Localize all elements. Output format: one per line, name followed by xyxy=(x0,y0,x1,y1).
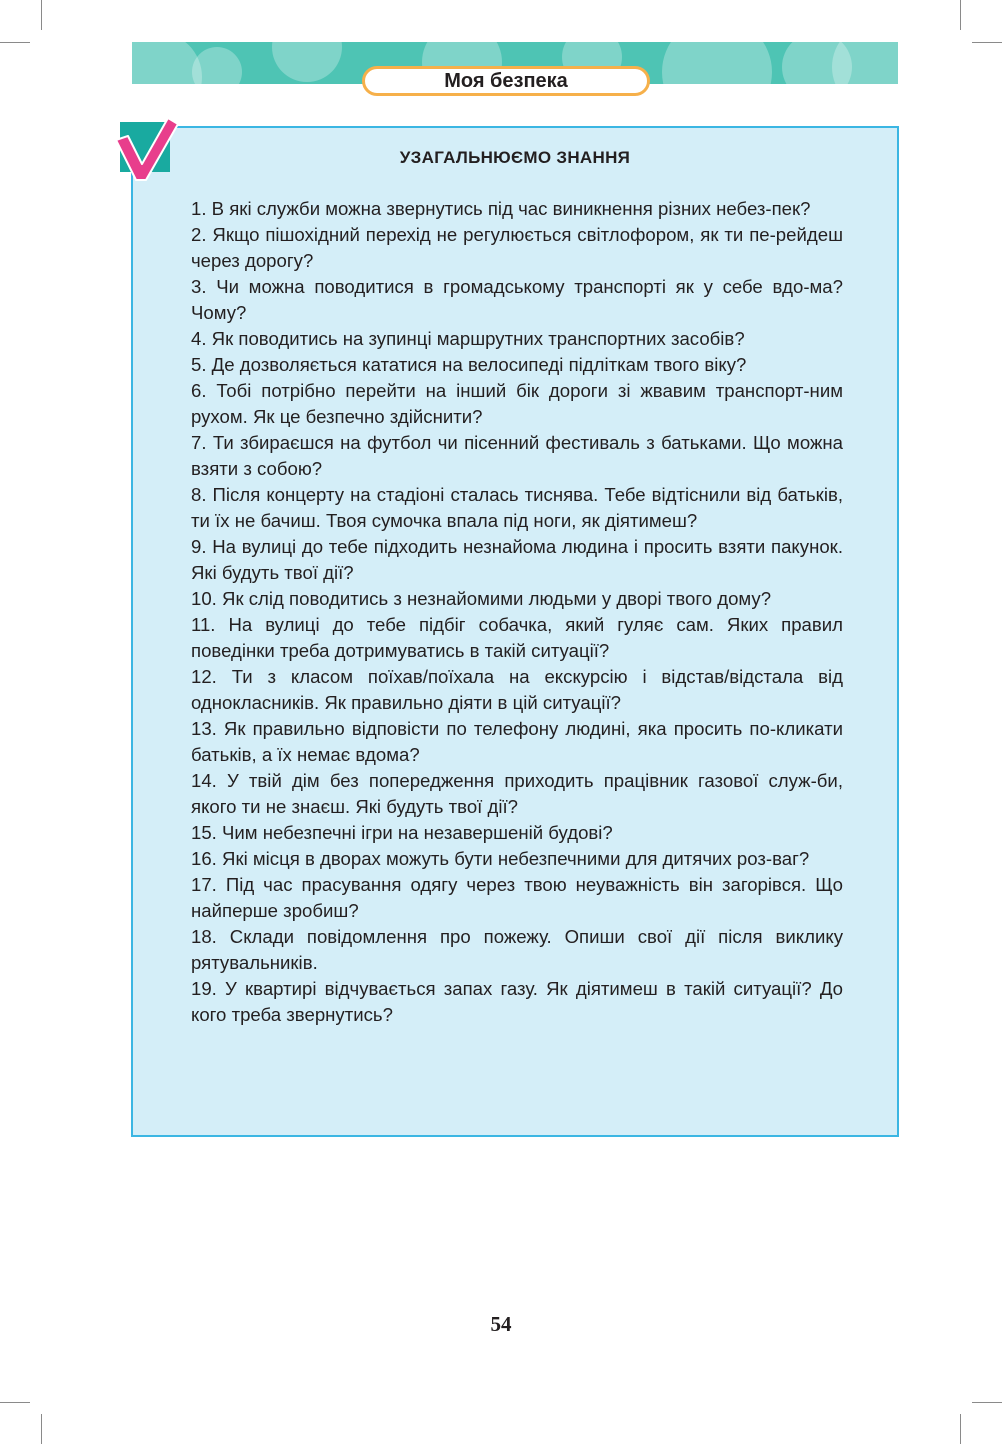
crop-mark xyxy=(0,42,30,43)
question-item: 6. Тобі потрібно перейти на інший бік дороги зі жвавим транспорт-ним рухом. Як це безпечно здійснити? xyxy=(191,380,843,427)
crop-mark xyxy=(0,1402,30,1403)
question-item: 10. Як слід поводитись з незнайомими людьми у дворі твого дому? xyxy=(191,588,772,609)
question-item: 18. Склади повідомлення про пожежу. Опиши свої дії після виклику рятувальників. xyxy=(191,926,843,973)
summary-heading: УЗАГАЛЬНЮЄМО ЗНАННЯ xyxy=(399,148,631,167)
question-item: 9. На вулиці до тебе підходить незнайома людина і просить взяти пакунок. Які будуть твої дії? xyxy=(191,536,843,583)
banner-bubble xyxy=(132,42,202,84)
banner-bubble xyxy=(832,42,898,84)
checkmark-icon xyxy=(112,116,182,184)
question-item: 13. Як правильно відповісти по телефону людині, яка просить по-кликати батьків, а їх немає вдома? xyxy=(191,718,843,765)
section-title: Моя безпека xyxy=(362,66,650,96)
question-item: 5. Де дозволяється кататися на велосипеді підліткам твого віку? xyxy=(191,354,747,375)
crop-mark xyxy=(972,1402,1002,1403)
question-item: 7. Ти збираєшся на футбол чи пісенний фестиваль з батьками. Що можна взяти з собою? xyxy=(191,432,843,479)
crop-mark xyxy=(41,0,42,30)
question-item: 4. Як поводитись на зупинці маршрутних транспортних засобів? xyxy=(191,328,745,349)
summary-box xyxy=(131,126,899,1137)
question-item: 11. На вулиці до тебе підбіг собачка, який гуляє сам. Яких правил поведінки треба дотримуватись в такій ситуації? xyxy=(191,614,843,661)
question-item: 3. Чи можна поводитися в громадському транспорті як у себе вдо-ма? Чому? xyxy=(191,276,843,323)
question-item: 12. Ти з класом поїхав/поїхала на екскурсію і відстав/відстала від однокласників. Як правильно діяти в цій ситуації? xyxy=(191,666,843,713)
crop-mark xyxy=(41,1414,42,1444)
question-item: 15. Чим небезпечні ігри на незавершеній будові? xyxy=(191,822,613,843)
crop-mark xyxy=(972,42,1002,43)
banner-bubble xyxy=(192,47,242,84)
question-item: 17. Під час прасування одягу через твою неуважність він загорівся. Що найперше зробиш? xyxy=(191,874,843,921)
question-item: 2. Якщо пішохідний перехід не регулюється світлофором, як ти пе-рейдеш через дорогу? xyxy=(191,224,843,271)
banner-bubble xyxy=(662,42,772,84)
question-item: 19. У квартирі відчувається запах газу. Як діятимеш в такій ситуації? До кого треба звернутись? xyxy=(191,978,843,1025)
question-item: 16. Які місця в дворах можуть бути небезпечними для дитячих роз-ваг? xyxy=(191,848,810,869)
question-item: 8. Після концерту на стадіоні сталась тиснява. Тебе відтіснили від батьків, ти їх не бачиш. Твоя сумочка впала під ноги, як діятимеш? xyxy=(191,484,843,531)
crop-mark xyxy=(960,0,961,30)
question-list xyxy=(191,196,843,1028)
crop-mark xyxy=(960,1414,961,1444)
question-item: 1. В які служби можна звернутись під час виникнення різних небез-пек? xyxy=(191,198,811,219)
banner-bubble xyxy=(272,42,342,82)
page-number: 54 xyxy=(490,1312,512,1336)
question-item: 14. У твій дім без попередження приходить працівник газової служ-би, якого ти не знаєш. Які будуть твої дії? xyxy=(191,770,843,817)
